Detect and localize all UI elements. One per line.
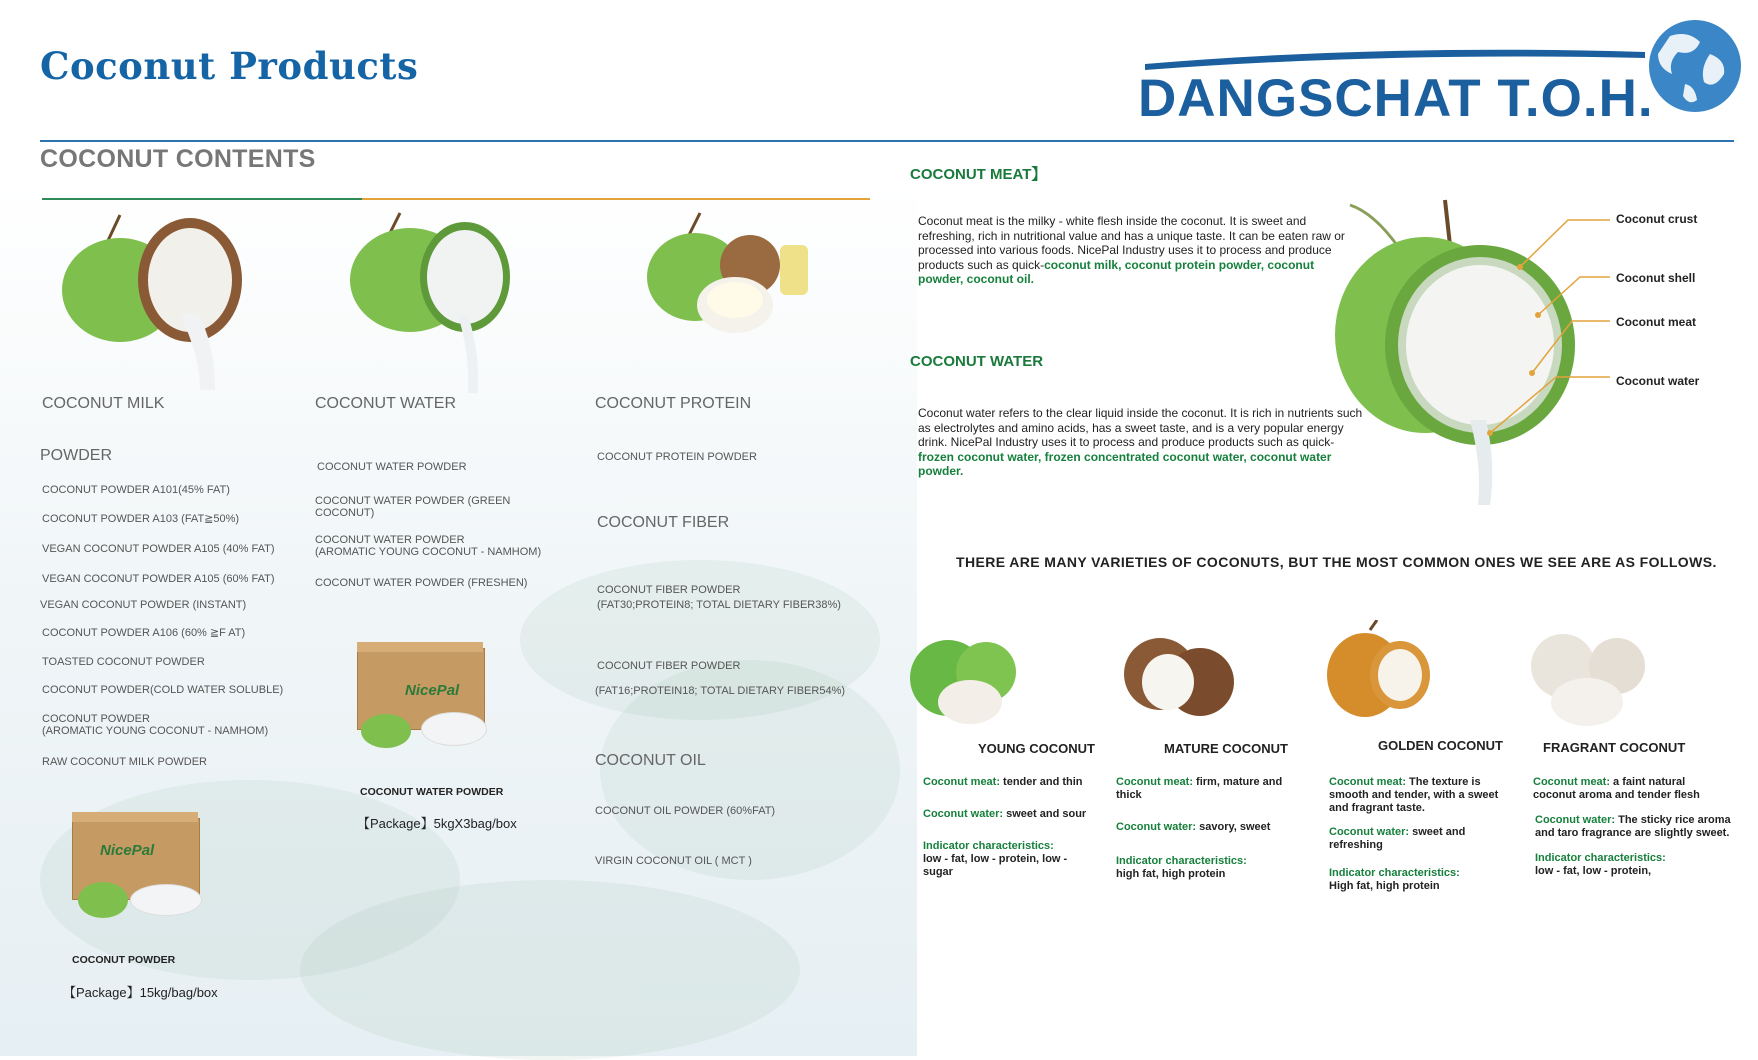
variety-meat: Coconut meat: a faint natural coconut aroma and tender flesh — [1533, 776, 1700, 801]
variety-water: Coconut water: The sticky rice aroma and taro fragrance are slightly sweet. — [1535, 814, 1731, 839]
category-coconut-protein: COCONUT PROTEIN — [595, 395, 752, 412]
list-item: TOASTED COCONUT POWDER — [42, 656, 205, 668]
coconut-milk-image — [50, 205, 260, 395]
label-coconut-crust: Coconut crust — [1616, 212, 1698, 226]
category-coconut-fiber: COCONUT FIBER — [597, 514, 730, 531]
variety-meat: Coconut meat: The texture is smooth and tender, with a sweet and fragrant taste. — [1329, 776, 1499, 814]
divider-orange — [362, 198, 870, 200]
package-name: COCONUT POWDER — [72, 954, 176, 966]
coconut-protein-image — [625, 205, 835, 355]
variety-indicator: Indicator characteristics: high fat, high protein — [1116, 855, 1247, 880]
list-item: COCONUT POWDER (AROMATIC YOUNG COCONUT - NAMHOM) — [42, 713, 269, 737]
fragrant-coconut-image — [1525, 628, 1650, 728]
list-item: COCONUT WATER POWDER — [317, 461, 467, 473]
variety-meat: Coconut meat: firm, mature and thick — [1116, 776, 1283, 801]
varieties-heading: THERE ARE MANY VARIETIES OF COCONUTS, BUT THE MOST COMMON ONES WE SEE ARE AS FOLLOWS. — [956, 554, 1717, 570]
label-coconut-water: Coconut water — [1616, 374, 1700, 388]
coconut-water-image — [330, 205, 530, 395]
list-item: VIRGIN COCONUT OIL ( MCT ) — [595, 855, 752, 867]
variety-name: MATURE COCONUT — [1164, 741, 1288, 756]
variety-water: Coconut water: sweet and refreshing — [1329, 826, 1466, 851]
list-item: VEGAN COCONUT POWDER (INSTANT) — [40, 599, 247, 611]
list-item: COCONUT POWDER(COLD WATER SOLUBLE) — [42, 684, 284, 696]
young-coconut-image — [908, 628, 1028, 728]
mature-coconut-image — [1118, 632, 1238, 727]
contents-title: COCONUT CONTENTS — [40, 145, 316, 173]
list-item: RAW COCONUT MILK POWDER — [42, 756, 208, 768]
golden-coconut-image — [1325, 620, 1435, 720]
variety-indicator: Indicator characteristics: low - fat, low - protein, — [1535, 852, 1666, 877]
coconut-water-package-image — [355, 642, 495, 752]
subcategory-powder: POWDER — [40, 447, 112, 464]
category-coconut-milk: COCONUT MILK — [42, 395, 165, 412]
logo-wordmark: DANGSCHAT T.O.H. — [1138, 69, 1654, 128]
list-item: COCONUT WATER POWDER (AROMATIC YOUNG COCONUT - NAMHOM) — [315, 534, 542, 558]
variety-name: GOLDEN COCONUT — [1378, 738, 1503, 753]
variety-water: Coconut water: sweet and sour — [923, 808, 1087, 820]
box-brand: NicePal — [405, 682, 460, 699]
coconut-water-text: Coconut water refers to the clear liquid inside the coconut. It is rich in nutrients such as electrolytes and amino acids, has a sweet taste, and is a very popular energy drink. NicePal Industry uses it to process and produce products such as quick-frozen coconut water, frozen concentrated coconut water, coconut water powder. — [918, 406, 1363, 478]
coconut-water-title: COCONUT WATER — [910, 353, 1044, 370]
label-coconut-shell: Coconut shell — [1616, 271, 1696, 285]
category-coconut-oil: COCONUT OIL — [595, 752, 706, 769]
variety-water: Coconut water: savory, sweet — [1116, 821, 1271, 833]
page-title: Coconut Products — [40, 44, 419, 88]
label-coconut-meat: Coconut meat — [1616, 315, 1697, 329]
box-brand: NicePal — [100, 842, 155, 859]
list-item: VEGAN COCONUT POWDER A105 (60% FAT) — [42, 573, 275, 585]
list-item: COCONUT WATER POWDER (GREEN COCONUT) — [315, 495, 511, 519]
package-spec: 【Package】15kg/bag/box — [63, 985, 218, 1000]
variety-name: FRAGRANT COCONUT — [1543, 740, 1686, 755]
coconut-meat-text: Coconut meat is the milky - white flesh inside the coconut. It is sweet and refreshing, rich in nutritional value and has a unique taste. It can be eaten raw or processed into various foods. NicePal Industry uses it to process and produce products such as quick-coconut milk, coconut protein powder, coconut powder, coconut oil. — [918, 214, 1345, 286]
variety-indicator: Indicator characteristics: low - fat, low - protein, low - sugar — [923, 840, 1068, 878]
variety-indicator: Indicator characteristics: High fat, high protein — [1329, 867, 1460, 892]
list-item: COCONUT POWDER A101(45% FAT) — [42, 484, 230, 496]
list-item: (FAT16;PROTEIN18; TOTAL DIETARY FIBER54%) — [595, 685, 846, 697]
list-item: COCONUT PROTEIN POWDER — [597, 451, 757, 463]
list-item: COCONUT OIL POWDER (60%FAT) — [595, 805, 776, 817]
list-item: VEGAN COCONUT POWDER A105 (40% FAT) — [42, 543, 275, 555]
package-name: COCONUT WATER POWDER — [360, 786, 504, 798]
list-item: COCONUT WATER POWDER (FRESHEN) — [315, 577, 528, 589]
coconut-powder-package-image — [70, 812, 210, 922]
coconut-meat-title: COCONUT MEAT】 — [910, 166, 1047, 183]
list-item: COCONUT POWDER A106 (60% ≧F AT) — [42, 627, 246, 639]
list-item: COCONUT FIBER POWDER — [597, 660, 741, 672]
list-item: COCONUT POWDER A103 (FAT≧50%) — [42, 513, 240, 525]
variety-name: YOUNG COCONUT — [978, 741, 1095, 756]
header-divider — [40, 140, 1734, 142]
coconut-anatomy-diagram — [1310, 195, 1710, 515]
category-coconut-water: COCONUT WATER — [315, 395, 457, 412]
package-spec: 【Package】5kgX3bag/box — [357, 816, 517, 831]
list-item: COCONUT FIBER POWDER (FAT30;PROTEIN8; TOTAL DIETARY FIBER38%) — [597, 584, 841, 611]
divider-green — [42, 198, 362, 200]
variety-meat: Coconut meat: tender and thin — [923, 776, 1083, 788]
